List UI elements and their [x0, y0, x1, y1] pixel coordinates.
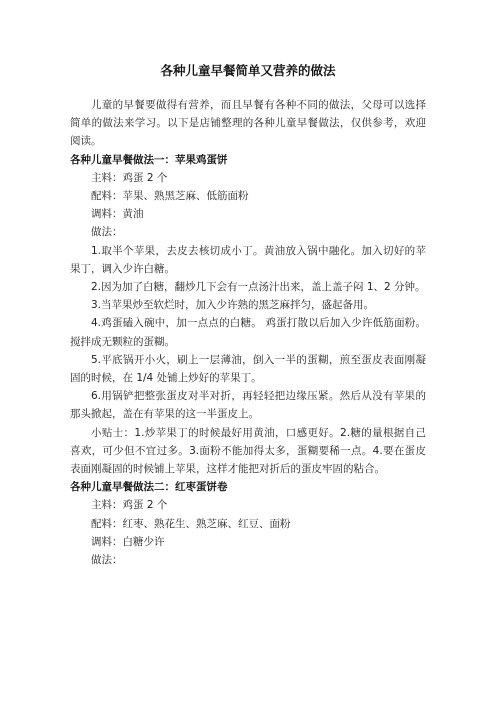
main-ingredient-1: 主料：鸡蛋 2 个 — [91, 171, 168, 184]
step-4: 4.鸡蛋磕入碗中，加一点点的白糖。 鸡蛋打散以后加入少许低筋面粉。搅拌成无颗粒的蛋糊。 — [70, 317, 426, 348]
step-1: 1.取半个苹果，去皮去核切成小丁。黄油放入锅中融化。加入切好的苹果丁，调入少许白糖。 — [70, 244, 426, 275]
step-5: 5.平底锅开小火，刷上一层薄油，倒入一半的蛋糊，煎至蛋皮表面刚凝固的时候，在 1/4 处铺上炒好的苹果丁。 — [70, 353, 426, 385]
document-title: 各种儿童早餐简单又营养的做法 — [160, 63, 336, 78]
section-heading-1: 各种儿童早餐做法一：苹果鸡蛋饼 — [70, 153, 228, 166]
section-heading-2: 各种儿童早餐做法二：红枣蛋饼卷 — [70, 481, 228, 494]
seasoning-1: 调料：黄油 — [91, 208, 144, 221]
step-6: 6.用锅铲把整张蛋皮对半对折，再轻轻把边缘压紧。然后从没有苹果的那头掀起，盖在有苹果的这一半蛋皮上。 — [70, 390, 426, 421]
step-3: 3.当苹果炒至软烂时，加入少许熟的黑芝麻拌匀，盛起备用。 — [91, 299, 375, 312]
aux-ingredient-1: 配料：苹果、熟黑芝麻、低筋面粉 — [91, 190, 249, 203]
method-label-1: 做法： — [91, 226, 123, 239]
seasoning-2: 调料：白糖少许 — [91, 535, 165, 548]
intro-paragraph: 儿童的早餐要做得有营养，而且早餐有各种不同的做法，父母可以选择简单的做法来学习。以下是店铺整理的各种儿童早餐做法，仅供参考，欢迎阅读。 — [70, 99, 426, 148]
tips-paragraph: 小贴士：1.炒苹果丁的时候最好用黄油，口感更好。2.糖的量根据自己喜欢，可少但不宜过多。3.面粉不能加得太多，蛋糊要稀一点。4.要在蛋皮表面刚凝固的时候铺上苹果，这样才能把对折后的蛋皮牢固的粘合。 — [70, 426, 426, 476]
method-label-2: 做法： — [91, 554, 123, 567]
main-ingredient-2: 主料：鸡蛋 2 个 — [91, 499, 168, 512]
aux-ingredient-2: 配料：红枣、熟花生、熟芝麻、红豆、面粉 — [91, 517, 291, 530]
step-2: 2.因为加了白糖，翻炒几下会有一点汤汁出来，盖上盖子闷 1、2 分钟。 — [91, 281, 426, 294]
